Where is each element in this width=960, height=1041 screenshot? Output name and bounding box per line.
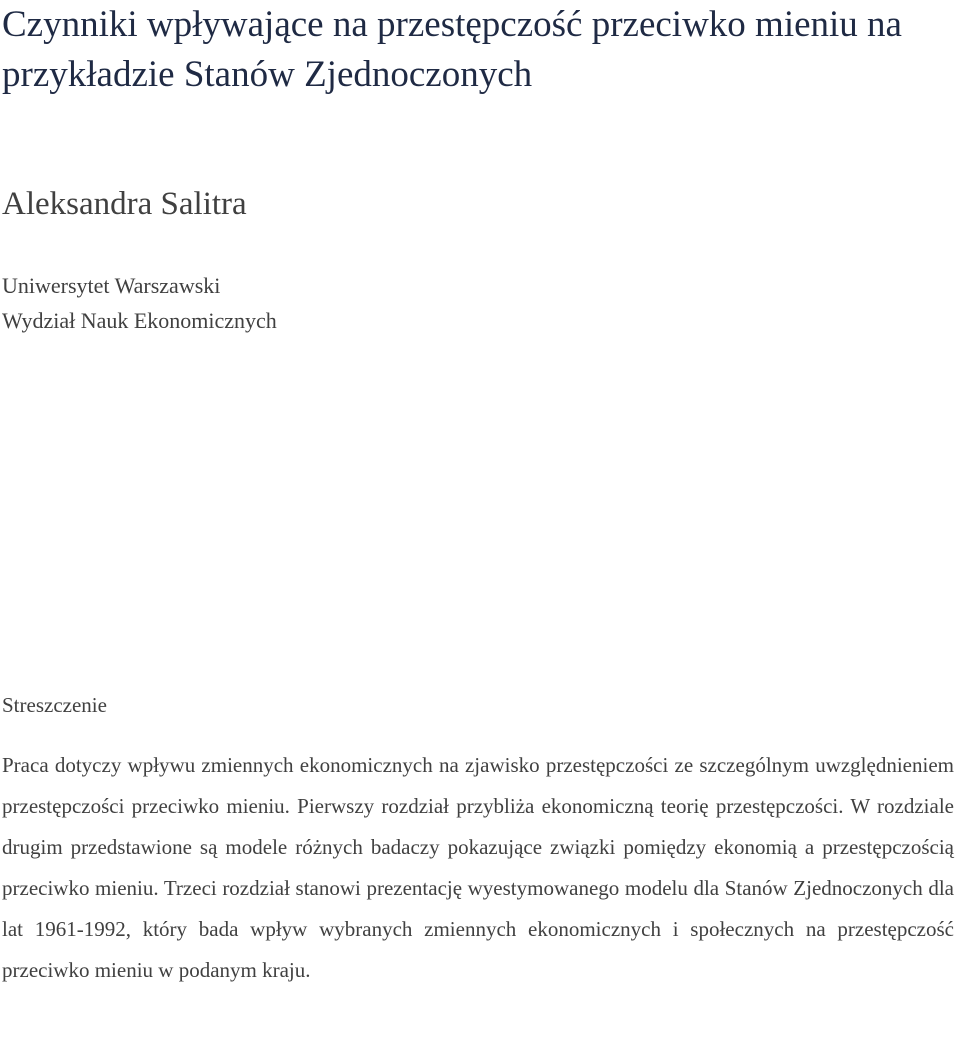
abstract-heading: Streszczenie (2, 693, 107, 717)
affiliation (2, 268, 277, 338)
abstract-text: Praca dotyczy wpływu zmiennych ekonomicznych na zjawisko przestępczości ze szczególnym uwzględnieniem przestępczości przeciwko mieniu. Pierwszy rozdział przybliża ekonomiczną teorię przestępczości. W rozdziale drugim przedstawione są modele różnych badaczy pokazujące związki pomiędzy ekonomią a przestępczością przeciwko mieniu. Trzeci rozdział stanowi prezentację wyestymowanego modelu dla Stanów Zjednoczonych dla lat 1961-1992, który bada wpływ wybranych zmiennych ekonomicznych i społecznych na przestępczość przeciwko mieniu w podanym kraju. (2, 753, 954, 982)
author-name: Aleksandra Salitra (2, 186, 247, 222)
university-name: Uniwersytet Warszawski (2, 273, 221, 298)
faculty-name: Wydział Nauk Ekonomicznych (2, 308, 277, 333)
paper-title: Czynniki wpływające na przestępczość przeciwko mieniu na przykładzie Stanów Zjednoczonych (2, 4, 902, 95)
